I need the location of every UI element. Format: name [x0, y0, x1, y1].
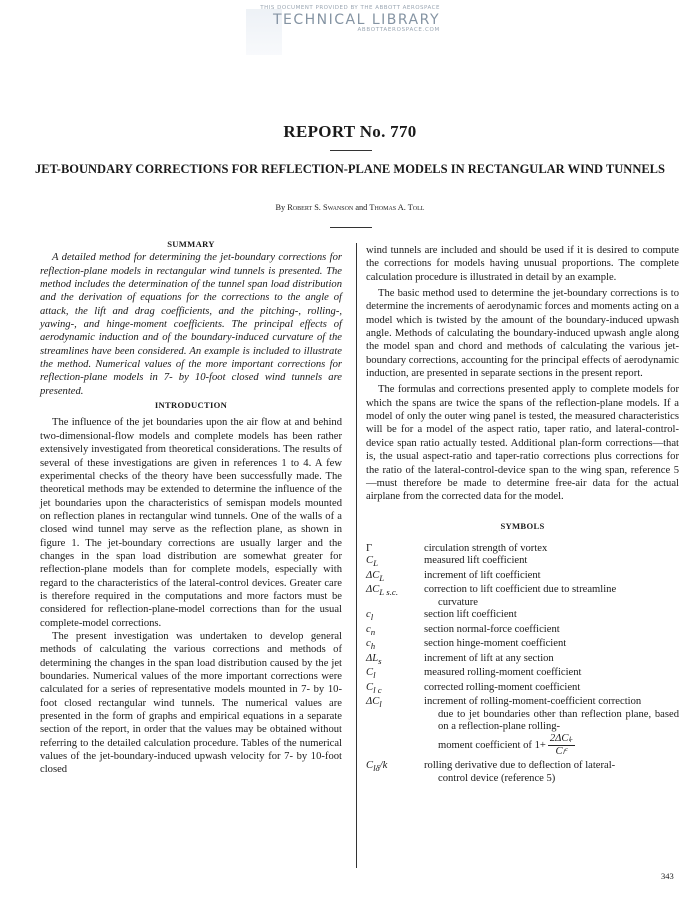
author-1: Robert S. Swanson — [287, 203, 354, 212]
symbol-row — [366, 624, 679, 639]
watermark-title: TECHNICAL LIBRARY — [272, 12, 440, 28]
summary-heading: SUMMARY — [167, 239, 215, 249]
intro-paragraph: The basic method used to determine the jet-boundary corrections is to determine the increments of aerodynamic forces and moments acting on a model which is twisted by the amount of the boundary-induced upwash angle. Methods of calculating the boundary-induced upwash angle along the model span and chord and methods of calculating the various jet-boundary corrections, accounting for the principal effects of aerodynamic induction, are presented in separate sections in the present report. — [366, 288, 679, 380]
authors-rule — [330, 227, 372, 228]
watermark-url: ABBOTTAEROSPACE.COM — [357, 27, 440, 33]
symbol: $\Delta C_l$ — [366, 696, 382, 710]
authors-line — [0, 203, 700, 212]
symbol: $C_l$ — [366, 667, 376, 681]
symbol-definition: circulation strength of vortex — [424, 542, 548, 554]
symbol-definition: correction to lift coefficient due to streamline curvature — [424, 584, 617, 608]
intro-paragraph: The formulas and corrections presented apply to complete models for which the spans are twice the spans of the reflection-plane models. If a model of only the outer wing panel is tested, the measured characteristics will be for a model of the aspect ratio, taper ratio, and lateral-control-device span ratio actually tested. Additional plan-form corrections—that is, the usual aspect-ratio and taper-ratio corrections plus corrections for the ratio of the lateral-control-device span to the wing span, reference 5—must therefore be made to determine free-air data for the actual airplane from the corrected data for the model. — [366, 384, 679, 503]
symbol: $C_L$ — [366, 555, 378, 569]
intro-paragraph-continued: wind tunnels are included and should be used if it is desired to compute the corrections for models having unusual proportions. The complete calculation procedure is illustrated in detail by an example. — [366, 245, 679, 283]
rolling-moment-formula: moment coefficient of 1+ $\frac{\text{2ΔCₗᵣ}}{\text{Cₗᶜ}}$ — [438, 733, 573, 758]
abbott-aerospace-watermark — [246, 3, 446, 55]
symbol-row — [366, 667, 679, 682]
symbol: $C_{l c}$ — [366, 681, 382, 695]
authors-prefix: By — [275, 203, 286, 212]
report-number: REPORT No. 770 — [283, 122, 417, 141]
summary-paragraph: A detailed method for determining the jet-boundary corrections for reflection-plane models in rectangular wind tunnels is presented. The method includes the determination of the tunnel span load distribution and the derivation of equations for the corrections to the angle of attack, the lift and drag coefficients, and the pitching-, rolling-, yawing-, and hinge-moment coefficients. The principal effects of aerodynamic induction and of the boundary-induced curvature of the streamlines have been considered. An example is included to illustrate the method. Numerical values of the more important corrections for reflection-plane models in 7- by 10-foot closed wind tunnels are presented. — [40, 252, 342, 397]
symbol-definition: measured lift coefficient — [424, 555, 528, 567]
symbol: $c_h$ — [366, 638, 376, 652]
symbol-row — [366, 638, 679, 653]
authors-joiner: and — [355, 203, 368, 212]
intro-paragraph: The influence of the jet boundaries upon the air flow at and behind two-dimensional-flow models and complete models has been rather extensively investigated from theoretical considerations. The results of several of these investigations are given in references 1 to 4. A few experimental checks of the theory have been successfully made. The theoretical methods may be extended to determine the influence of the jet boundaries upon the characteristics of semispan models mounted on reflection planes in rectangular wind tunnels. One of the walls of a closed wind tunnel may serve as the reflection plane, as shown in figure 1. The jet-boundary corrections are usually larger and the changes in the span load distribution are somewhat greater for reflection-plane models than for complete models, especially with regard to the characteristics of the lateral-control devices. Greater care is therefore required in the computations and more factors must be considered for reflection-plane-model corrections than for the usual complete-model corrections. — [40, 417, 342, 629]
symbol-definition: increment of lift coefficient — [424, 569, 541, 581]
intro-paragraph: The present investigation was undertaken to develop general methods of calculating the various corrections and methods of determining the changes in the span load distribution caused by the jet boundaries. Numerical values of the more important corrections were calculated for a series of representative models mounted in 7- by 10-foot closed rectangular wind tunnels. The numerical values are presented in the form of graphs and empirical equations in a separate section of the report, in order that the values may be obtained without referring to the detailed calculation procedure. Tables of the numerical values of the jet-boundary-induced upwash velocity for 7- by 10-foot closed — [40, 630, 342, 776]
symbol-row — [366, 543, 679, 555]
symbol-row — [366, 653, 679, 668]
column-divider — [356, 243, 357, 868]
formula-fraction: $\frac{\text{2ΔCₗᵣ}}{\text{Cₗᶜ}}$ — [549, 733, 573, 758]
symbol: $\Delta C_{L s.c.}$ — [366, 584, 399, 598]
symbol-row — [366, 555, 679, 570]
symbol-row — [366, 570, 679, 585]
title-rule — [330, 150, 372, 151]
symbol-definition: section normal-force coefficient — [424, 623, 560, 635]
symbol-definition: section lift coefficient — [424, 609, 517, 621]
symbols-list — [366, 543, 679, 785]
author-2: Thomas A. Toll — [369, 203, 425, 212]
watermark-provided-by: THIS DOCUMENT PROVIDED BY THE ABBOTT AEROSPACE — [260, 5, 440, 11]
paper-title: JET-BOUNDARY CORRECTIONS FOR REFLECTION-PLANE MODELS IN RECTANGULAR WIND TUNNELS — [35, 162, 665, 176]
symbol-definition: section hinge-moment coefficient — [424, 638, 567, 650]
symbol-definition: corrected rolling-moment coefficient — [424, 681, 581, 693]
symbol-definition: increment of rolling-moment-coefficient correction due to jet boundaries other than reflection plane, based on a reflection-plane rolling- moment coefficient of 1+ $\frac{\text{2ΔCₗᵣ}}{\text{Cₗᶜ}}$ — [424, 696, 679, 758]
symbol: Γ — [366, 542, 373, 554]
symbol: $c_l$ — [366, 609, 374, 623]
symbol-row — [366, 696, 679, 758]
symbol-row — [366, 609, 679, 624]
symbol: $C_{l\delta}/k$ — [366, 760, 388, 774]
symbol-definition: rolling derivative due to deflection of lateral- control device (reference 5) — [424, 760, 616, 784]
page-number: 343 — [661, 871, 674, 881]
left-column — [40, 238, 342, 777]
symbol: $c_n$ — [366, 623, 376, 637]
symbol-row — [366, 682, 679, 697]
right-column — [366, 244, 679, 785]
symbol: $\Delta C_L$ — [366, 569, 385, 583]
symbol-definition: measured rolling-moment coefficient — [424, 667, 582, 679]
symbol-row — [366, 584, 679, 609]
symbols-heading: SYMBOLS — [500, 520, 545, 531]
introduction-heading: INTRODUCTION — [154, 400, 228, 411]
symbol-row — [366, 760, 679, 785]
symbol-definition: increment of lift at any section — [424, 652, 554, 664]
symbol: $\Delta L_s$ — [366, 652, 382, 666]
